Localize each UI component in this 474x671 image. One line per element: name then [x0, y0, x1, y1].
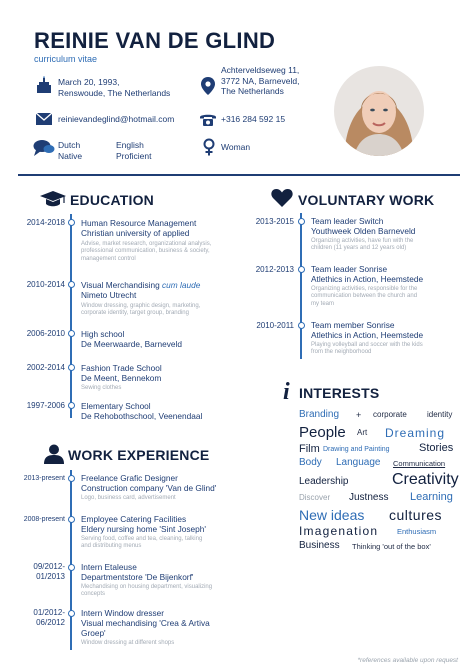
- interest-word: Drawing and Painting: [323, 446, 390, 453]
- timeline-dot: [68, 330, 75, 337]
- education-entry: [81, 280, 200, 318]
- interest-word: cultures: [389, 507, 443, 523]
- address-info: [221, 65, 299, 97]
- voluntary-description: [311, 342, 423, 357]
- heart-icon: [271, 188, 293, 212]
- birth-place: Renswoude, The Netherlands: [58, 87, 171, 98]
- interest-word: Language: [336, 457, 381, 468]
- description-line: professional communication, business & society,: [81, 248, 210, 255]
- education-school: De Meerwaarde, Barneveld: [81, 339, 182, 349]
- interest-word: identity: [427, 410, 453, 419]
- voluntary-timeline: [300, 213, 302, 359]
- voluntary-description: [311, 286, 423, 308]
- education-school: Nimeto Utrecht: [81, 290, 137, 300]
- interest-word: New ideas: [299, 507, 365, 523]
- language-english-level: Proficient: [116, 150, 152, 161]
- employer: Departmentstore 'De Bijenkorf': [81, 572, 194, 582]
- education-description: [81, 385, 162, 392]
- voluntary-date: 2013-2015: [255, 217, 294, 226]
- language-dutch-name: Dutch: [58, 140, 81, 150]
- description-line: from the neighborhood: [311, 349, 372, 356]
- work-experience-title: WORK EXPERIENCE: [68, 447, 210, 463]
- interest-word: Communication: [393, 459, 446, 468]
- education-description: [81, 241, 211, 263]
- info-i-icon: i: [283, 379, 290, 405]
- interest-word: People: [299, 424, 346, 441]
- address-street: Achterveldseweg 11,: [221, 65, 300, 75]
- references-note: *references available upon request: [357, 657, 458, 664]
- work-description: [81, 584, 212, 599]
- gender-value: Woman: [221, 142, 251, 152]
- language-english-name: English: [116, 140, 144, 150]
- employer: Eldery nursing home 'Sint Joseph': [81, 524, 206, 534]
- employer-continued: Groep': [81, 628, 106, 638]
- envelope-icon: [35, 110, 53, 128]
- voluntary-entry: [311, 216, 415, 253]
- email-link[interactable]: reinievandeglind@hotmail.com: [58, 114, 175, 124]
- education-description: [81, 303, 200, 318]
- work-date-start: 01/2012-: [33, 608, 65, 617]
- work-date: 2008-present: [23, 516, 65, 523]
- work-description: [81, 640, 210, 647]
- interest-word: Enthusiasm: [397, 527, 437, 536]
- description-line: Organizing activities, have fun with the: [311, 238, 414, 244]
- interest-word: Body: [299, 457, 322, 468]
- interest-word: Art: [357, 428, 368, 437]
- interest-word: Dreaming: [385, 426, 446, 440]
- timeline-dot: [68, 564, 75, 571]
- honors-label: cum laude: [162, 280, 201, 290]
- language-dutch: [58, 140, 82, 161]
- female-symbol-icon: [200, 138, 218, 156]
- description-line: Organizing activities, responsible for the: [311, 286, 418, 292]
- employer: Construction company 'Van de Glind': [81, 483, 217, 493]
- birth-date: March 20, 1993,: [58, 77, 120, 87]
- voluntary-entry: [311, 320, 423, 357]
- timeline-dot: [68, 610, 75, 617]
- job-title: Freelance Grafic Designer: [81, 473, 178, 483]
- education-date: 2014-2018: [26, 218, 65, 227]
- location-pin-icon: [199, 77, 217, 95]
- work-date: [6, 562, 65, 582]
- education-date: 1997-2006: [26, 401, 65, 410]
- work-entry: [81, 473, 216, 502]
- work-description: [81, 495, 216, 502]
- interest-word: +: [356, 410, 362, 420]
- address-country: The Netherlands: [221, 86, 284, 96]
- voluntary-organization: Youthweek Olden Barneveld: [311, 226, 416, 236]
- timeline-dot: [68, 475, 75, 482]
- work-description: [81, 536, 206, 551]
- voluntary-entry: [311, 264, 423, 308]
- education-date: 2010-2014: [26, 280, 65, 289]
- work-entry: [81, 608, 210, 647]
- interests-title: INTERESTS: [299, 385, 380, 401]
- description-line: and distributing menus: [81, 543, 142, 550]
- candidate-name: REINIE VAN DE GLIND: [34, 28, 276, 53]
- telephone-icon: [199, 110, 217, 128]
- work-timeline: [70, 470, 72, 650]
- person-icon: [43, 444, 65, 469]
- description-line: Logo, business card, advertisement: [81, 495, 176, 501]
- timeline-dot: [298, 218, 305, 225]
- profile-photo: [334, 66, 424, 156]
- description-line: Advise, market research, organizational analysis,: [81, 241, 212, 247]
- interest-word: Learning: [410, 491, 453, 503]
- work-entry: [81, 562, 212, 599]
- education-title: EDUCATION: [70, 192, 154, 208]
- employer: Visual mechandising 'Crea & Artiva: [81, 618, 210, 628]
- work-date-end: 06/2012: [36, 618, 65, 627]
- education-timeline: [70, 214, 72, 418]
- voluntary-description: [311, 238, 415, 253]
- interest-word: Stories: [419, 442, 454, 454]
- timeline-dot: [68, 281, 75, 288]
- voluntary-organization: Atlethics in Action, Heemstede: [311, 330, 424, 340]
- description-line: Mechandising on housing department, visualizing: [81, 584, 213, 590]
- program-name: Visual Merchandising: [81, 280, 163, 290]
- voluntary-date: 2010-2011: [256, 321, 294, 330]
- address-postal: 3772 NA, Barneveld,: [221, 75, 300, 86]
- description-line: management control: [81, 255, 136, 262]
- education-date: 2006-2010: [26, 329, 65, 338]
- interest-word: Justness: [349, 492, 389, 503]
- education-entry: [81, 218, 211, 263]
- description-line: Window dressing, graphic design, marketing,: [81, 303, 201, 309]
- education-entry: [81, 329, 182, 349]
- work-date-start: 09/2012-: [33, 562, 65, 571]
- timeline-dot: [68, 516, 75, 523]
- work-date-end: 01/2013: [36, 572, 65, 581]
- education-date: 2002-2014: [26, 363, 65, 372]
- language-english: [116, 140, 151, 161]
- education-program: Fashion Trade School: [81, 363, 162, 373]
- job-title: Employee Catering Facilities: [81, 514, 187, 524]
- graduation-cap-icon: [40, 191, 66, 212]
- interest-word: Discover: [299, 493, 331, 502]
- description-line: concepts: [81, 591, 106, 598]
- timeline-dot: [68, 402, 75, 409]
- voluntary-role: Team leader Sonrise: [311, 264, 388, 274]
- education-school: De Rehobothschool, Veenendaal: [81, 411, 203, 421]
- timeline-dot: [298, 266, 305, 273]
- education-program: Elementary School: [81, 401, 151, 411]
- education-program: High school: [81, 329, 125, 339]
- voluntary-role: Team leader Switch: [311, 216, 384, 226]
- education-program: Human Resource Management: [81, 218, 197, 228]
- work-date: [6, 608, 65, 628]
- interests-word-cloud: [299, 408, 459, 558]
- education-school: De Meent, Bennekom: [81, 373, 162, 383]
- work-date: 2013-present: [23, 475, 65, 482]
- interest-word: Business: [299, 540, 340, 551]
- voluntary-work-title: VOLUNTARY WORK: [298, 192, 435, 208]
- interest-word: Imagenation: [299, 524, 379, 538]
- description-line: Sewing clothes: [81, 385, 122, 391]
- timeline-dot: [68, 219, 75, 226]
- speech-bubbles-icon: [33, 139, 55, 157]
- work-entry: [81, 514, 206, 551]
- description-line: Playing volleyball and soccer with the kids: [311, 342, 423, 348]
- timeline-dot: [298, 322, 305, 329]
- description-line: communication between the church and: [311, 293, 418, 300]
- description-line: my team: [311, 300, 335, 307]
- voluntary-organization: Atlethics in Action, Heemstede: [311, 274, 424, 284]
- interest-word: corporate: [373, 410, 407, 419]
- job-title: Intern Window dresser: [81, 608, 165, 618]
- phone-number[interactable]: +316 284 592 15: [221, 114, 286, 124]
- interest-word: Leadership: [299, 476, 349, 487]
- description-line: children (11 years and 12 years old): [311, 245, 407, 252]
- description-line: Serving food, coffee and tea, cleaning, talking: [81, 536, 203, 542]
- language-dutch-level: Native: [58, 150, 83, 161]
- page-subtitle: curriculum vitae: [34, 54, 98, 64]
- interest-word: Creativity: [392, 471, 459, 488]
- education-school: Christian university of applied: [81, 228, 190, 238]
- birth-info: [58, 77, 170, 98]
- education-program: [81, 280, 200, 290]
- job-title: Intern Etaleuse: [81, 562, 137, 572]
- timeline-dot: [68, 364, 75, 371]
- birthday-cake-icon: [35, 76, 53, 94]
- interest-word: Thinking 'out of the box': [352, 542, 431, 551]
- header-divider: [18, 174, 460, 176]
- voluntary-role: Team member Sonrise: [311, 320, 395, 330]
- education-entry: [81, 401, 202, 421]
- education-entry: [81, 363, 162, 392]
- description-line: corporate identity, target group, branding: [81, 310, 189, 317]
- interest-word: Branding: [299, 409, 340, 420]
- voluntary-date: 2012-2013: [255, 265, 294, 274]
- description-line: Window dressing at different shops: [81, 640, 175, 646]
- interest-word: Film: [299, 443, 320, 455]
